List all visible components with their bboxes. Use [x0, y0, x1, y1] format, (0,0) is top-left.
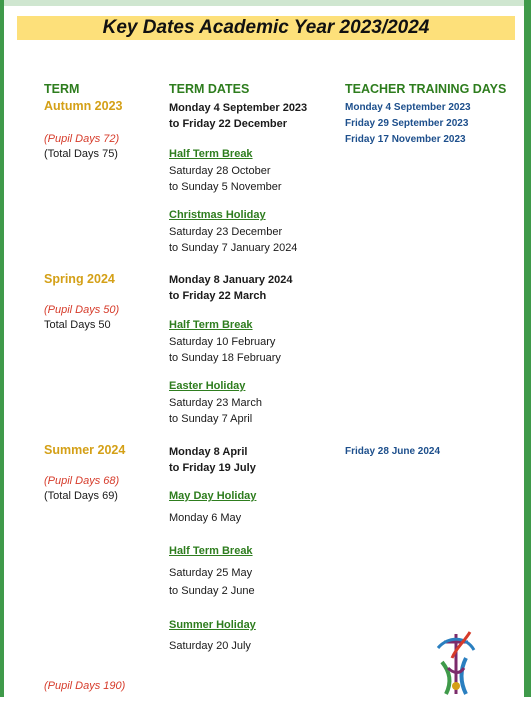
left-border	[0, 0, 4, 697]
training-day-1: Monday 4 September 2023	[345, 102, 471, 113]
summer-holiday-date: Saturday 20 July	[169, 640, 251, 652]
summer-half-term-end: to Sunday 2 June	[169, 585, 255, 597]
header-term-dates: TERM DATES	[169, 82, 250, 96]
may-day-holiday-heading: May Day Holiday	[169, 490, 257, 502]
summer-dates-end: to Friday 19 July	[169, 462, 256, 474]
autumn-total-days: (Total Days 75)	[44, 148, 118, 160]
may-day-holiday-date: Monday 6 May	[169, 512, 242, 524]
term-name-spring: Spring 2024	[44, 272, 115, 286]
training-day-4: Friday 28 June 2024	[345, 446, 441, 457]
spring-dates-end: to Friday 22 March	[169, 290, 267, 302]
total-pupil-days: (Pupil Days 190)	[44, 680, 126, 692]
right-border	[524, 0, 531, 697]
term-name-summer: Summer 2024	[44, 443, 126, 457]
spring-dates-start: Monday 8 January 2024	[169, 274, 293, 286]
page-title: Key Dates Academic Year 2023/2024	[17, 16, 515, 40]
easter-holiday-start: Saturday 23 March	[169, 397, 262, 409]
christmas-holiday-end: to Sunday 7 January 2024	[169, 242, 298, 254]
autumn-half-term-end: to Sunday 5 November	[169, 181, 282, 193]
summer-half-term-heading: Half Term Break	[169, 545, 253, 557]
easter-holiday-end: to Sunday 7 April	[169, 413, 253, 425]
training-day-3: Friday 17 November 2023	[345, 134, 466, 145]
autumn-half-term-heading: Half Term Break	[169, 148, 253, 160]
summer-dates-start: Monday 8 April	[169, 446, 248, 458]
spring-pupil-days: (Pupil Days 50)	[44, 304, 120, 316]
training-day-2: Friday 29 September 2023	[345, 118, 469, 129]
header-training-days: TEACHER TRAINING DAYS	[345, 82, 507, 96]
spring-half-term-end: to Sunday 18 February	[169, 352, 281, 364]
christmas-holiday-heading: Christmas Holiday	[169, 209, 266, 221]
autumn-half-term-start: Saturday 28 October	[169, 165, 271, 177]
autumn-dates-start: Monday 4 September 2023	[169, 102, 308, 114]
header-term: TERM	[44, 82, 80, 96]
summer-pupil-days: (Pupil Days 68)	[44, 475, 120, 487]
school-crest-logo-icon	[426, 628, 486, 697]
autumn-pupil-days: (Pupil Days 72)	[44, 133, 120, 145]
term-name-autumn: Autumn 2023	[44, 99, 123, 113]
autumn-dates-end: to Friday 22 December	[169, 118, 287, 130]
spring-total-days: Total Days 50	[44, 319, 111, 331]
summer-half-term-start: Saturday 25 May	[169, 567, 253, 579]
top-border	[4, 0, 524, 6]
spring-half-term-start: Saturday 10 February	[169, 336, 276, 348]
summer-total-days: (Total Days 69)	[44, 490, 118, 502]
spring-half-term-heading: Half Term Break	[169, 319, 253, 331]
summer-holiday-heading: Summer Holiday	[169, 619, 256, 631]
easter-holiday-heading: Easter Holiday	[169, 380, 246, 392]
christmas-holiday-start: Saturday 23 December	[169, 226, 283, 238]
